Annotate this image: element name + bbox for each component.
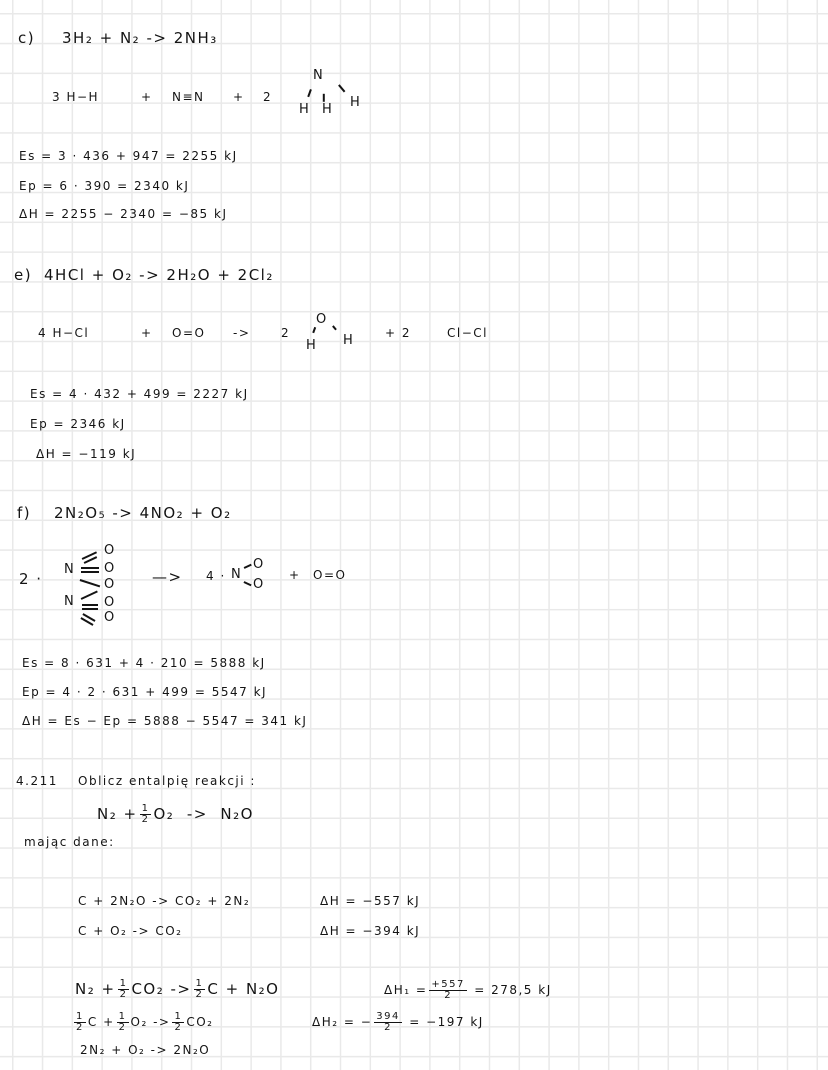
- fraction: [74, 1012, 86, 1033]
- h2o-h-atom: H: [343, 333, 354, 348]
- section-e-es: Es = 4 · 432 + 499 = 2227 kJ: [30, 387, 249, 401]
- bond-line: [244, 564, 252, 569]
- given-dh-1: ΔH = −557 kJ: [320, 894, 421, 908]
- dh-result: = −197 kJ: [409, 1015, 484, 1029]
- term: CO₂ ->: [131, 980, 192, 998]
- bond-line: [244, 581, 252, 586]
- section-c-dh: ΔH = 2255 − 2340 = −85 kJ: [19, 207, 228, 221]
- section-e-term1: 4 H−Cl: [38, 326, 90, 340]
- section-e-arrow: ->: [233, 326, 251, 340]
- section-c-label: c): [18, 29, 36, 47]
- numerator: 1: [174, 1011, 183, 1022]
- section-c-term2: N≡N: [172, 90, 205, 104]
- given-label: mając dane:: [24, 835, 115, 849]
- denominator: 2: [195, 989, 204, 1000]
- nh3-h-atom: H: [350, 95, 361, 110]
- target-lhs: N₂ +: [97, 805, 138, 823]
- section-c-plus1: +: [141, 90, 153, 104]
- numerator: 1: [195, 978, 204, 989]
- section-f-arrow: —>: [152, 568, 183, 586]
- solution-reaction-2: [72, 1012, 213, 1033]
- o-atom: O: [104, 561, 115, 576]
- fraction: [140, 804, 152, 825]
- bond-line: [82, 604, 98, 606]
- n-atom: N: [64, 594, 74, 609]
- section-c-ep: Ep = 6 · 390 = 2340 kJ: [19, 179, 190, 193]
- dh-label: ΔH₁ =: [384, 983, 428, 997]
- section-f-plus: +: [289, 568, 301, 582]
- dh-result: = 278,5 kJ: [474, 983, 552, 997]
- section-f-label: f): [17, 504, 32, 522]
- solution-reaction-3: 2N₂ + O₂ -> 2N₂O: [80, 1043, 211, 1057]
- section-c-es: Es = 3 · 436 + 947 = 2255 kJ: [19, 149, 238, 163]
- section-e-equation: 4HCl + O₂ -> 2H₂O + 2Cl₂: [44, 266, 274, 284]
- section-f-equation: 2N₂O₅ -> 4NO₂ + O₂: [54, 504, 232, 522]
- given-dh-2: ΔH = −394 kJ: [320, 924, 421, 938]
- numerator: 1: [119, 978, 128, 989]
- o-atom: O: [104, 577, 115, 592]
- numerator: 1: [76, 1011, 84, 1022]
- denominator: 2: [118, 1022, 127, 1033]
- bond-line: [81, 567, 99, 569]
- target-lhs-o2: O₂: [153, 805, 175, 823]
- section-f-term3: O=O: [313, 568, 347, 582]
- fraction: [429, 980, 466, 1001]
- bond-line: [307, 89, 311, 97]
- solution-dh-2: [312, 1012, 484, 1033]
- section-e-term2: O=O: [172, 326, 206, 340]
- arrow: ->: [186, 805, 208, 823]
- section-c-term1: 3 H−H: [52, 90, 100, 104]
- section-c-plus2: +: [233, 90, 245, 104]
- h2o-h-atom: H: [306, 338, 317, 353]
- section-f-dh: ΔH = Es − Ep = 5888 − 5547 = 341 kJ: [22, 714, 308, 728]
- denominator: 2: [119, 989, 128, 1000]
- problem-prompt: Oblicz entalpię reakcji :: [78, 774, 256, 788]
- fraction: [194, 979, 206, 1000]
- denominator: 2: [141, 814, 150, 825]
- denominator: 2: [76, 1022, 84, 1033]
- section-c-equation: 3H₂ + N₂ -> 2NH₃: [62, 29, 218, 47]
- n-atom: N: [64, 562, 74, 577]
- o-atom: O: [104, 595, 115, 610]
- n-atom: N: [231, 567, 241, 582]
- bond-line: [332, 325, 336, 330]
- nh3-h-atom: H: [299, 102, 310, 117]
- bond-line: [82, 608, 98, 610]
- term: N₂ +: [75, 980, 116, 998]
- h2o-o-atom: O: [316, 312, 327, 327]
- fraction: [117, 1012, 129, 1033]
- fraction: [172, 1012, 184, 1033]
- term: C +: [87, 1015, 115, 1029]
- o-atom: O: [104, 610, 115, 625]
- fraction: [374, 1012, 402, 1033]
- target-reaction: [97, 804, 254, 825]
- section-e-coef: 2: [281, 326, 291, 340]
- nh3-n-atom: N: [313, 68, 323, 83]
- section-f-ep: Ep = 4 · 2 · 631 + 499 = 5547 kJ: [22, 685, 268, 699]
- solution-dh-1: [384, 980, 552, 1001]
- bond-line: [338, 84, 345, 92]
- o-atom: O: [104, 543, 115, 558]
- bond-line: [81, 571, 99, 573]
- o-atom: O: [253, 577, 264, 592]
- numerator: 1: [141, 803, 150, 814]
- bond-line: [81, 590, 98, 599]
- o-atom: O: [253, 557, 264, 572]
- section-f-es: Es = 8 · 631 + 4 · 210 = 5888 kJ: [22, 656, 266, 670]
- bond-line: [80, 579, 100, 587]
- term: O₂ ->: [130, 1015, 171, 1029]
- solution-reaction-1: [75, 979, 280, 1000]
- denominator: 2: [174, 1022, 183, 1033]
- numerator: +557: [431, 979, 465, 990]
- problem-number: 4.211: [16, 774, 58, 788]
- given-reaction-1: C + 2N₂O -> CO₂ + 2N₂: [78, 894, 251, 908]
- term: CO₂: [186, 1015, 214, 1029]
- section-e-ep: Ep = 2346 kJ: [30, 417, 126, 431]
- section-e-dh: ΔH = −119 kJ: [36, 447, 137, 461]
- target-rhs: N₂O: [220, 805, 254, 823]
- nh3-h-atom: H: [322, 102, 333, 117]
- bond-line: [323, 94, 325, 102]
- bond-line: [312, 327, 316, 333]
- section-e-term4: Cl−Cl: [447, 326, 488, 340]
- section-f-coef2: 4 ·: [206, 569, 226, 583]
- numerator: 1: [118, 1011, 127, 1022]
- dh-label: ΔH₂ = −: [312, 1015, 373, 1029]
- given-reaction-2: C + O₂ -> CO₂: [78, 924, 183, 938]
- section-e-label: e): [14, 266, 33, 284]
- section-c-coef: 2: [263, 90, 273, 104]
- section-e-plus2: + 2: [385, 326, 412, 340]
- section-e-plus1: +: [141, 326, 153, 340]
- term: C + N₂O: [207, 980, 280, 998]
- fraction: [118, 979, 130, 1000]
- denominator: 2: [444, 990, 453, 1001]
- section-f-coef1: 2 ·: [19, 570, 43, 588]
- denominator: 2: [384, 1022, 393, 1033]
- numerator: 394: [376, 1011, 400, 1022]
